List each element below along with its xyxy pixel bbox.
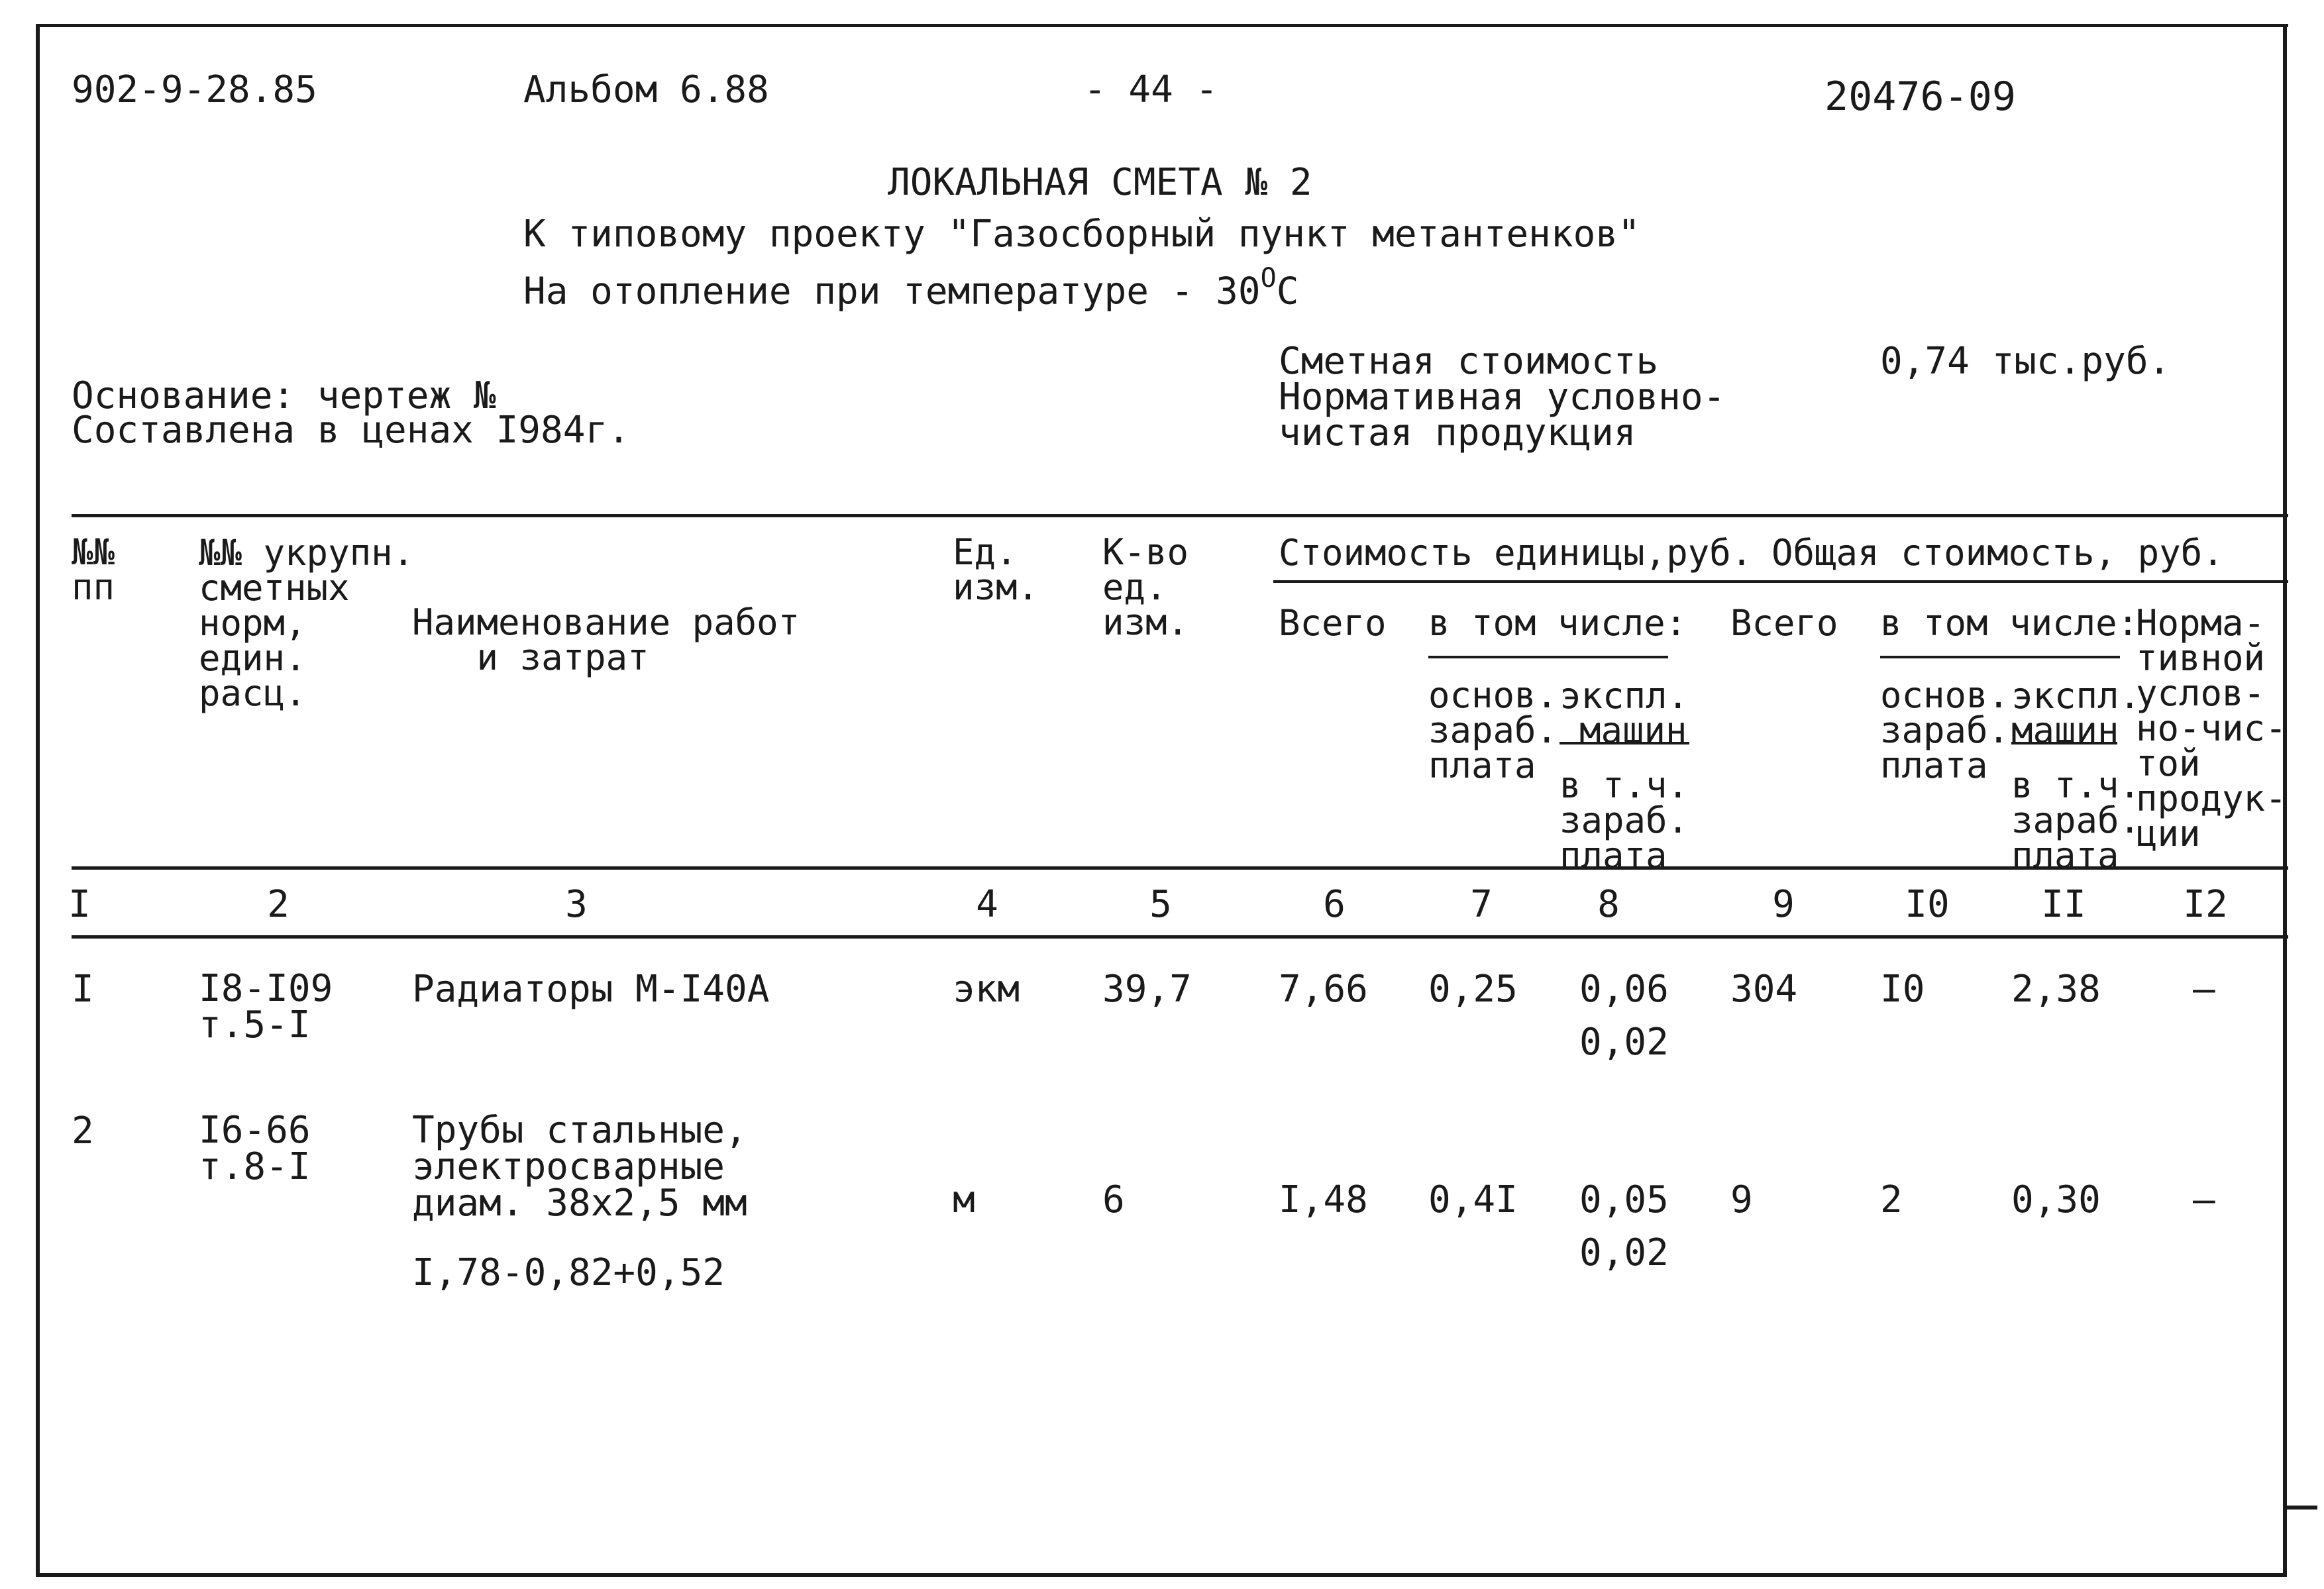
row-work-name: Трубы стальные, электросварные диам. 38х2,5 мм xyxy=(412,1109,747,1225)
row-unit: экм xyxy=(953,968,1020,1011)
row-unit-mach-wage: 0,02 xyxy=(1579,1021,1669,1064)
table-top-rule xyxy=(72,514,2288,517)
row-unit-wage: 0,4I xyxy=(1428,1178,1518,1221)
col-header-total-mach-wage: в т.ч. зараб. плата xyxy=(2011,764,2141,876)
basis-label: Основание: чертеж № xyxy=(72,374,496,417)
col-header-total-incl: в том числе: xyxy=(1880,602,2139,644)
scope-title-text: На отопление при температуре - 30 xyxy=(523,270,1261,313)
col-header-unit-mach-wage: в т.ч. зараб. плата xyxy=(1559,764,1689,876)
scope-title xyxy=(523,263,1299,313)
col-header-norm-production: тивной услов- но-чис- той продук- ции xyxy=(2136,637,2287,854)
degree-sign: О xyxy=(1260,263,1277,293)
estimated-cost-label: Сметная стоимость xyxy=(1279,340,1659,383)
col-header-total: Всего xyxy=(1730,602,1838,644)
frame-top-border xyxy=(36,24,2288,27)
col-number-5: 5 xyxy=(1149,883,1172,926)
row-unit-total: I,48 xyxy=(1279,1178,1368,1221)
col-header-unit-incl: в том числе: xyxy=(1428,602,1687,644)
row-quantity: 6 xyxy=(1102,1178,1125,1221)
page-number: - 44 - xyxy=(1084,68,1218,111)
sheet-number: 20476-09 xyxy=(1824,74,2016,120)
col-header-unit-machines-top: экспл. xyxy=(1559,675,1689,717)
document-code: 902-9-28.85 xyxy=(72,68,317,111)
scope-title-unit: С xyxy=(1276,270,1299,313)
row-unit-wage: 0,25 xyxy=(1428,968,1518,1011)
col-number-3: 3 xyxy=(565,883,588,926)
col-number-9: 9 xyxy=(1772,883,1795,926)
estimated-cost-value: 0,74 тыс.руб. xyxy=(1880,340,2171,383)
row-total-wage: I0 xyxy=(1880,968,1925,1011)
col-header-unit-wage: основ. зараб. плата xyxy=(1428,674,1558,786)
col-number-1: I xyxy=(68,883,91,926)
row-unit-mach-wage: 0,02 xyxy=(1579,1231,1669,1274)
col-number-11: II xyxy=(2041,883,2086,926)
frame-edge-tick xyxy=(2283,1506,2317,1510)
prices-label: Составлена в ценах I984г. xyxy=(72,409,630,452)
col-header-unit: Ед. изм. xyxy=(953,531,1039,608)
row-total-machines: 2,38 xyxy=(2011,968,2101,1011)
header-bottom-rule xyxy=(72,866,2288,870)
col-number-10: I0 xyxy=(1905,883,1950,926)
col-header-norm-production-top: Норма- xyxy=(2136,602,2266,644)
group-header-total-cost: Общая стоимость, руб. xyxy=(1771,532,2224,574)
row-unit: м xyxy=(953,1178,975,1221)
row-total: 304 xyxy=(1730,968,1798,1011)
album-label: Альбом 6.88 xyxy=(523,68,769,111)
col-number-8: 8 xyxy=(1597,883,1620,926)
row-total: 9 xyxy=(1730,1178,1753,1221)
col-header-total-machines: машин xyxy=(2011,709,2119,751)
row-norm-code: I8-I09 т.5-I xyxy=(199,967,333,1047)
col-number-6: 6 xyxy=(1323,883,1346,926)
row-price-formula: I,78-0,82+0,52 xyxy=(412,1251,725,1294)
frame-left-border xyxy=(36,24,40,1577)
row-norm-production: – xyxy=(2193,968,2215,1011)
col-number-12: I2 xyxy=(2183,883,2228,926)
row-total-machines: 0,30 xyxy=(2011,1178,2101,1221)
col-number-2: 2 xyxy=(267,883,290,926)
column-numbers-rule xyxy=(72,935,2288,939)
project-title: К типовому проекту "Газосборный пункт метантенков" xyxy=(523,213,1640,256)
estimate-title: ЛОКАЛЬНАЯ СМЕТА № 2 xyxy=(888,161,1312,204)
col-header-unit-total: Всего xyxy=(1279,602,1387,644)
col-header-quantity: К-во ед. изм. xyxy=(1102,531,1189,643)
total-incl-rule xyxy=(1880,656,2120,658)
row-norm-production: – xyxy=(2193,1178,2215,1221)
row-unit-machines: 0,06 xyxy=(1579,968,1669,1011)
frame-bottom-border xyxy=(36,1573,2287,1577)
row-quantity: 39,7 xyxy=(1102,968,1192,1011)
col-header-norm-code: сметных норм, един. расц. xyxy=(199,567,350,714)
row-unit-total: 7,66 xyxy=(1279,968,1368,1011)
normative-production-label-1: Нормативная условно- xyxy=(1279,376,1726,419)
normative-production-label-2: чистая продукция xyxy=(1279,411,1636,454)
col-header-total-wage: основ. зараб. плата xyxy=(1880,674,2010,786)
row-total-wage: 2 xyxy=(1880,1178,1903,1221)
col-header-work-name: Наименование работ и затрат xyxy=(412,601,800,678)
col-number-4: 4 xyxy=(976,883,998,926)
row-work-name: Радиаторы М-I40А xyxy=(412,968,770,1011)
row-unit-machines: 0,05 xyxy=(1579,1178,1669,1221)
col-header-total-machines-top: экспл. xyxy=(2011,675,2141,717)
row-number: I xyxy=(72,968,94,1011)
col-number-7: 7 xyxy=(1470,883,1493,926)
col-header-unit-machines: машин xyxy=(1579,709,1687,751)
row-norm-code: I6-66 т.8-I xyxy=(199,1109,311,1188)
col-header-norm-top: №№ укрупн. xyxy=(199,532,415,574)
unit-incl-rule xyxy=(1428,656,1668,658)
cost-group-rule xyxy=(1273,580,2288,583)
row-number: 2 xyxy=(72,1109,94,1153)
col-header-number: №№ пп xyxy=(72,531,115,608)
group-header-unit-cost: Стоимость единицы,руб. xyxy=(1279,532,1753,574)
